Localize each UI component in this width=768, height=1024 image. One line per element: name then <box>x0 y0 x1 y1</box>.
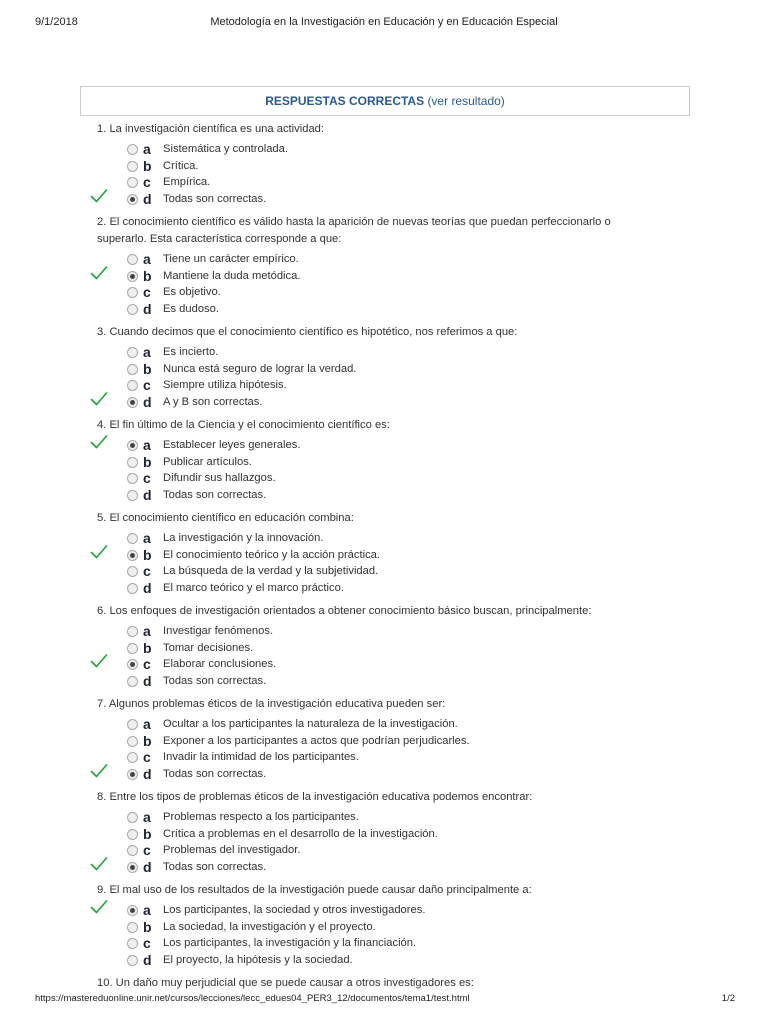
option-letter: a <box>143 344 151 360</box>
answer-option[interactable] <box>0 470 768 487</box>
option-radio[interactable] <box>127 304 138 315</box>
answer-options <box>0 437 768 503</box>
correct-check-icon <box>90 899 108 915</box>
option-radio[interactable] <box>127 812 138 823</box>
option-letter: b <box>143 546 152 563</box>
page-number: 1/2 <box>721 993 735 1004</box>
answer-options <box>0 809 768 875</box>
option-text: Sistemática y controlada. <box>163 143 288 155</box>
answer-option[interactable] <box>0 842 768 859</box>
correct-check-icon <box>90 763 108 779</box>
option-letter: d <box>143 393 152 410</box>
answer-option[interactable] <box>0 809 768 826</box>
answer-option[interactable] <box>0 174 768 191</box>
banner-title: RESPUESTAS CORRECTAS <box>265 94 425 108</box>
option-text: Invadir la intimidad de los participantes. <box>163 751 359 763</box>
option-text: Todas son correctas. <box>163 767 267 780</box>
option-letter: d <box>143 579 152 596</box>
answer-option[interactable] <box>0 454 768 471</box>
option-text: Es incierto. <box>163 346 219 358</box>
option-text: Ocultar a los participantes la naturaleza de la investigación. <box>163 718 458 730</box>
option-radio[interactable] <box>127 938 138 949</box>
correct-check-icon <box>90 653 108 669</box>
question-text: 9. El mal uso de los resultados de la investigación puede causar daño principalmente a: <box>97 884 532 896</box>
option-radio[interactable] <box>127 194 138 205</box>
answer-option[interactable] <box>0 766 768 783</box>
option-radio[interactable] <box>127 550 138 561</box>
answer-option[interactable] <box>0 749 768 766</box>
correct-check-icon <box>90 265 108 281</box>
correct-check-icon <box>90 856 108 872</box>
answer-options <box>0 530 768 596</box>
option-radio[interactable] <box>127 364 138 375</box>
option-letter: c <box>143 470 151 486</box>
answer-option[interactable] <box>0 859 768 876</box>
option-letter: d <box>143 486 152 503</box>
option-radio[interactable] <box>127 752 138 763</box>
answer-option[interactable] <box>0 268 768 285</box>
option-text: Todas son correctas. <box>163 860 267 873</box>
option-letter: c <box>143 563 151 579</box>
quiz-list <box>0 121 768 999</box>
answer-option[interactable] <box>0 952 768 969</box>
option-letter: d <box>143 190 152 207</box>
answer-option[interactable] <box>0 640 768 657</box>
option-text: A y B son correctas. <box>163 395 263 408</box>
answer-option[interactable] <box>0 902 768 919</box>
option-letter: c <box>143 284 151 300</box>
question-text: 8. Entre los tipos de problemas éticos de la investigación educativa podemos encontrar: <box>97 791 533 803</box>
option-text: Crítica. <box>163 159 199 172</box>
option-text: Los participantes, la investigación y la financiación. <box>163 937 417 949</box>
option-text: Los participantes, la sociedad y otros investigadores. <box>163 904 426 916</box>
answer-option[interactable] <box>0 158 768 175</box>
option-letter: b <box>143 453 152 470</box>
answer-option[interactable] <box>0 580 768 597</box>
print-header <box>0 16 768 30</box>
option-letter: c <box>143 377 151 393</box>
option-radio[interactable] <box>127 769 138 780</box>
option-letter: b <box>143 825 152 842</box>
option-letter: b <box>143 639 152 656</box>
option-text: Es dudoso. <box>163 302 219 315</box>
option-text: El conocimiento teórico y la acción práctica. <box>163 548 381 561</box>
question-item <box>0 603 768 689</box>
option-radio[interactable] <box>127 177 138 188</box>
option-radio[interactable] <box>127 955 138 966</box>
option-text: Tomar decisiones. <box>163 641 254 654</box>
answer-option[interactable] <box>0 673 768 690</box>
correct-check-icon <box>90 188 108 204</box>
option-letter: b <box>143 157 152 174</box>
answer-options <box>0 141 768 207</box>
option-text: Problemas respecto a los participantes. <box>163 811 359 823</box>
option-letter: a <box>143 141 151 157</box>
question-text: 7. Algunos problemas éticos de la investigación educativa pueden ser: <box>97 698 446 710</box>
question-text: 6. Los enfoques de investigación orientados a obtener conocimiento básico buscan, principalmente: <box>97 605 592 617</box>
option-letter: b <box>143 732 152 749</box>
option-letter: d <box>143 300 152 317</box>
option-radio[interactable] <box>127 626 138 637</box>
correct-check-icon <box>90 434 108 450</box>
option-text: Difundir sus hallazgos. <box>163 472 276 484</box>
answer-option[interactable] <box>0 623 768 640</box>
option-radio[interactable] <box>127 161 138 172</box>
option-text: Empírica. <box>163 176 211 188</box>
option-radio[interactable] <box>127 397 138 408</box>
question-item <box>0 975 768 992</box>
option-radio[interactable] <box>127 254 138 265</box>
view-result-link[interactable]: (ver resultado) <box>427 94 505 108</box>
option-letter: d <box>143 858 152 875</box>
correct-check-icon <box>90 544 108 560</box>
option-letter: c <box>143 749 151 765</box>
option-radio[interactable] <box>127 905 138 916</box>
option-letter: b <box>143 267 152 284</box>
option-text: La sociedad, la investigación y el proyecto. <box>163 920 376 933</box>
option-radio[interactable] <box>127 659 138 670</box>
option-text: Establecer leyes generales. <box>163 439 301 451</box>
option-radio[interactable] <box>127 457 138 468</box>
correct-check-icon <box>90 391 108 407</box>
option-letter: a <box>143 530 151 546</box>
question-item <box>0 324 768 410</box>
option-radio[interactable] <box>127 144 138 155</box>
option-letter: d <box>143 672 152 689</box>
results-banner <box>80 86 690 116</box>
option-radio[interactable] <box>127 922 138 933</box>
answer-option[interactable] <box>0 141 768 158</box>
option-text: Mantiene la duda metódica. <box>163 269 301 282</box>
option-text: Todas son correctas. <box>163 488 267 501</box>
answer-option[interactable] <box>0 284 768 301</box>
answer-option[interactable] <box>0 935 768 952</box>
option-radio[interactable] <box>127 566 138 577</box>
option-radio[interactable] <box>127 829 138 840</box>
answer-option[interactable] <box>0 251 768 268</box>
option-text: Nunca está seguro de lograr la verdad. <box>163 362 357 375</box>
answer-option[interactable] <box>0 377 768 394</box>
option-text: Crítica a problemas en el desarrollo de la investigación. <box>163 827 438 840</box>
answer-option[interactable] <box>0 394 768 411</box>
option-text: Exponer a los participantes a actos que podrían perjudicarles. <box>163 734 470 747</box>
answer-option[interactable] <box>0 301 768 318</box>
option-text: Todas son correctas. <box>163 674 267 687</box>
answer-option[interactable] <box>0 437 768 454</box>
answer-options <box>0 716 768 782</box>
question-item <box>0 214 768 317</box>
question-text: 3. Cuando decimos que el conocimiento científico es hipotético, nos referimos a que: <box>97 326 518 338</box>
option-letter: a <box>143 623 151 639</box>
option-radio[interactable] <box>127 440 138 451</box>
option-letter: a <box>143 902 151 918</box>
option-letter: d <box>143 951 152 968</box>
answer-option[interactable] <box>0 344 768 361</box>
answer-options <box>0 251 768 317</box>
answer-options <box>0 344 768 410</box>
option-text: Investigar fenómenos. <box>163 625 274 637</box>
option-radio[interactable] <box>127 676 138 687</box>
option-letter: a <box>143 809 151 825</box>
option-radio[interactable] <box>127 271 138 282</box>
option-radio[interactable] <box>127 473 138 484</box>
option-letter: a <box>143 716 151 732</box>
answer-option[interactable] <box>0 487 768 504</box>
answer-option[interactable] <box>0 826 768 843</box>
option-radio[interactable] <box>127 380 138 391</box>
option-radio[interactable] <box>127 347 138 358</box>
option-letter: b <box>143 360 152 377</box>
answer-options <box>0 623 768 689</box>
option-text: El proyecto, la hipótesis y la sociedad. <box>163 953 353 966</box>
question-item <box>0 696 768 782</box>
question-item <box>0 417 768 503</box>
question-item <box>0 121 768 207</box>
question-text: 10. Un daño muy perjudicial que se puede causar a otros investigadores es: <box>97 977 474 989</box>
page-url: https://mastereduonline.unir.net/cursos/lecciones/lecc_edues04_PER3_12/documentos/tema1/test.html <box>35 993 470 1004</box>
option-radio[interactable] <box>127 643 138 654</box>
option-text: Todas son correctas. <box>163 192 267 205</box>
option-letter: c <box>143 935 151 951</box>
answer-option[interactable] <box>0 563 768 580</box>
option-radio[interactable] <box>127 287 138 298</box>
option-text: Publicar artículos. <box>163 455 252 468</box>
question-text: 5. El conocimiento científico en educación combina: <box>97 512 354 524</box>
option-text: Tiene un carácter empírico. <box>163 253 299 265</box>
document-title: Metodología en la Investigación en Educación y en Educación Especial <box>210 16 558 28</box>
option-radio[interactable] <box>127 845 138 856</box>
answer-option[interactable] <box>0 716 768 733</box>
option-text: Siempre utiliza hipótesis. <box>163 379 287 391</box>
option-radio[interactable] <box>127 736 138 747</box>
option-letter: c <box>143 174 151 190</box>
option-text: La búsqueda de la verdad y la subjetividad. <box>163 565 379 577</box>
option-radio[interactable] <box>127 719 138 730</box>
option-radio[interactable] <box>127 862 138 873</box>
option-text: Problemas del investigador. <box>163 844 301 856</box>
answer-option[interactable] <box>0 733 768 750</box>
option-radio[interactable] <box>127 533 138 544</box>
answer-option[interactable] <box>0 361 768 378</box>
print-date: 9/1/2018 <box>35 16 78 28</box>
answer-option[interactable] <box>0 191 768 208</box>
option-text: El marco teórico y el marco práctico. <box>163 581 344 594</box>
option-letter: a <box>143 437 151 453</box>
option-text: Es objetivo. <box>163 286 221 298</box>
option-text: Elaborar conclusiones. <box>163 658 277 670</box>
option-radio[interactable] <box>127 490 138 501</box>
answer-option[interactable] <box>0 530 768 547</box>
option-radio[interactable] <box>127 583 138 594</box>
answer-option[interactable] <box>0 656 768 673</box>
option-letter: c <box>143 842 151 858</box>
question-item <box>0 789 768 875</box>
option-letter: a <box>143 251 151 267</box>
option-letter: b <box>143 918 152 935</box>
question-text: 1. La investigación científica es una actividad: <box>97 123 324 135</box>
question-item <box>0 510 768 596</box>
option-text: La investigación y la innovación. <box>163 532 324 544</box>
option-letter: d <box>143 765 152 782</box>
question-text: 2. El conocimiento científico es válido hasta la aparición de nuevas teorías que puedan perfeccionarlo o superarlo. Esta característica corresponde a que: <box>97 216 611 245</box>
answer-option[interactable] <box>0 919 768 936</box>
answer-options <box>0 902 768 968</box>
question-item <box>0 882 768 968</box>
question-text: 4. El fin último de la Ciencia y el conocimiento científico es: <box>97 419 390 431</box>
answer-option[interactable] <box>0 547 768 564</box>
option-letter: c <box>143 656 151 672</box>
